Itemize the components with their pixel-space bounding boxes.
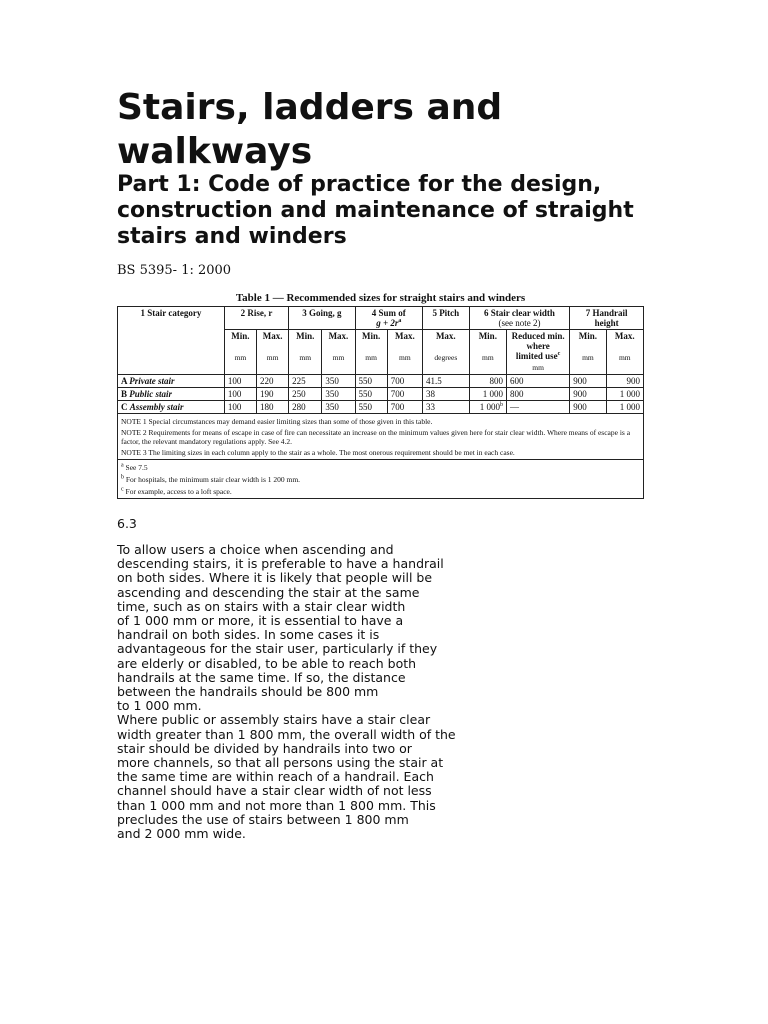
cell-going-max: 350 [322,401,355,414]
header-sum-line1: 4 Sum of [371,308,406,318]
subheader-label: Min. [478,331,497,341]
cell-going-max: 350 [322,388,355,401]
section-body [117,543,497,841]
body-line: than 1 000 mm and not more than 1 800 mm. This [117,797,436,813]
unit-label: mm [234,353,247,362]
subheader-label: Max. [394,331,415,341]
header-sum-footnote-mark: a [398,318,402,324]
unit-label: mm [299,353,312,362]
subheader-label: Min. [578,331,598,341]
cell-width-min-value: 1 000 [482,389,503,399]
footnote-text: See 7.5 [125,463,148,472]
table-row [118,401,644,414]
subheader-rise-max [257,330,289,375]
cell-going-max: 350 [322,375,355,388]
cell-rise-max: 190 [257,388,289,401]
body-line: precludes the use of stairs between 1 800 mm [117,811,409,827]
header-handrail [570,307,644,330]
body-line: and 2 000 mm wide. [117,826,246,842]
body-line: ascending and descending the stair at the same [117,584,420,600]
header-rise-label: 2 Rise, r [240,308,273,318]
footnote-text: For hospitals, the minimum stair clear width is 1 200 mm. [125,475,301,484]
subheader-label: Min. [231,331,250,341]
header-going-label: 3 Going, g [302,308,342,318]
row-name: Public stair [129,389,173,399]
unit-label: mm [365,353,377,362]
row-letter: B [121,389,128,399]
subheader-handrail-max [606,330,643,375]
cell-handrail-min: 900 [570,401,606,414]
unit-label: mm [399,353,411,362]
subheader-label: Min. [296,331,315,341]
cell-width-reduced: 600 [507,375,570,388]
notes-divider [118,459,643,460]
cell-sum-max: 700 [387,388,422,401]
header-pitch [422,307,469,330]
cell-width-reduced: — [507,401,570,414]
row-category [118,388,225,401]
cell-rise-max: 220 [257,375,289,388]
cell-sum-min: 550 [355,375,387,388]
footnote-mark: b [121,474,124,481]
recommended-sizes-table-container [117,306,644,508]
header-sum [355,307,422,330]
recommended-sizes-table [117,306,644,499]
body-line: width greater than 1 800 mm, the overall width of the [117,726,456,742]
subheader-pitch-max [422,330,469,375]
header-sum-line2: g + 2r [376,318,399,328]
table-notes-row [118,414,644,499]
table-footnote [121,487,640,496]
subheader-label: Min. [361,331,381,341]
cell-width-reduced: 800 [507,388,570,401]
body-line: are elderly or disabled, to be able to reach both [117,655,417,671]
body-line: channel should have a stair clear width of not less [117,783,432,799]
header-pitch-label: 5 Pitch [432,308,460,318]
unit-label: mm [532,363,544,372]
cell-sum-max: 700 [387,401,422,414]
cell-handrail-max: 1 000 [606,388,643,401]
subheader-sum-min [355,330,387,375]
cell-rise-min: 100 [224,388,256,401]
cell-going-min: 225 [289,375,322,388]
subheader-sum-max [387,330,422,375]
cell-handrail-max: 1 000 [606,401,643,414]
cell-width-min-value: 1 000 [479,402,500,412]
subheader-width-min [469,330,506,375]
table-note: NOTE 2 Requirements for means of escape in case of fire can necessitate an increase on the minimum values given here for stair clear width. Where means of escape is a factor, the relevant mandatory regulations apply. See 4.2. [121,428,631,446]
cell-rise-min: 100 [224,401,256,414]
table-footnote [121,463,640,472]
subheader-label: Max. [328,331,349,341]
table-note: NOTE 3 The limiting sizes in each column apply to the stair as a whole. The most onerous requirement should be met in each case. [121,448,515,457]
unit-label: mm [266,353,279,362]
body-line: descending stairs, it is preferable to have a handrail [117,556,444,572]
table-row [118,375,644,388]
subheader-going-min [289,330,322,375]
body-line: more channels, so that all persons using the stair at [117,755,444,771]
unit-label: degrees [434,353,458,362]
cell-pitch-max: 33 [422,401,469,414]
body-line: on both sides. Where it is likely that people will be [117,570,433,586]
header-rise [224,307,288,330]
body-line: advantageous for the stair user, particularly if they [117,641,438,657]
subheader-label: Max. [614,331,635,341]
row-category [118,401,225,414]
body-line: the same time are within reach of a handrail. Each [117,769,434,785]
header-going [289,307,355,330]
cell-pitch-max: 38 [422,388,469,401]
unit-label: mm [618,353,631,362]
subheader-reduced-line2: where [526,341,550,351]
unit-label: mm [481,353,494,362]
cell-footnote-mark: b [500,402,503,408]
cell-rise-max: 180 [257,401,289,414]
row-letter: C [121,402,128,412]
section-number: 6.3 [117,516,137,531]
footnote-text: For example, access to a loft space. [125,487,232,496]
footnote-mark: c [121,486,124,493]
table-caption: Table 1 — Recommended sizes for straight stairs and winders [235,292,526,304]
header-handrail-label: 7 Handrail height [585,308,628,328]
subheader-handrail-min [570,330,606,375]
body-line: time, such as on stairs with a stair clear width [117,598,406,614]
table-note: NOTE 1 Special circumstances may demand easier limiting sizes than some of those given in this table. [121,417,433,426]
subheader-reduced-line1: Reduced min. [511,331,565,341]
cell-handrail-min: 900 [570,375,606,388]
table-row [118,388,644,401]
subheader-label: Max. [435,331,456,341]
table-notes [118,414,644,499]
row-letter: A [121,376,128,386]
subheader-rise-min [224,330,256,375]
body-line: Where public or assembly stairs have a stair clear [117,712,431,728]
cell-handrail-min: 900 [570,388,606,401]
subheader-reduced-line3: limited use [515,351,558,361]
subheader-going-max [322,330,355,375]
cell-sum-min: 550 [355,401,387,414]
cell-sum-min: 550 [355,388,387,401]
body-line: handrails at the same time. If so, the distance [117,669,406,685]
cell-width-min-value: 800 [489,376,503,386]
body-line: between the handrails should be 800 mm [117,684,379,700]
footnote-mark: a [121,462,124,469]
document-title: Stairs, ladders and walkways [117,87,503,172]
cell-going-min: 250 [289,388,322,401]
table-footnote [121,475,640,484]
cell-width-min [469,401,506,414]
subheader-reduced-footnote-mark: c [557,351,561,357]
cell-rise-min: 100 [224,375,256,388]
header-clear-width-note: (see note 2) [498,318,541,328]
cell-handrail-max: 900 [606,375,643,388]
table-header-row [118,307,644,330]
unit-label: mm [332,353,345,362]
document-subtitle: Part 1: Code of practice for the design, construction and maintenance of straight stairs and winders [117,172,634,249]
row-name: Assembly stair [129,402,184,412]
cell-sum-max: 700 [387,375,422,388]
cell-width-min [469,388,506,401]
row-name: Private stair [129,376,175,386]
header-stair-category-label: 1 Stair category [140,308,202,318]
cell-pitch-max: 41.5 [422,375,469,388]
row-category [118,375,225,388]
body-line: handrail on both sides. In some cases it is [117,627,380,643]
header-clear-width-label: 6 Stair clear width [484,308,555,318]
subheader-label: Max. [262,331,283,341]
body-line: of 1 000 mm or more, it is essential to have a [117,613,404,629]
cell-going-min: 280 [289,401,322,414]
body-line: stair should be divided by handrails into two or [117,740,412,756]
body-line: to 1 000 mm. [117,698,202,714]
standard-reference: BS 5395- 1: 2000 [117,263,232,278]
header-clear-width [469,307,570,330]
cell-width-min [469,375,506,388]
unit-label: mm [582,353,594,362]
header-stair-category [118,307,225,375]
body-line: To allow users a choice when ascending and [117,542,394,557]
subheader-width-reduced [507,330,570,375]
